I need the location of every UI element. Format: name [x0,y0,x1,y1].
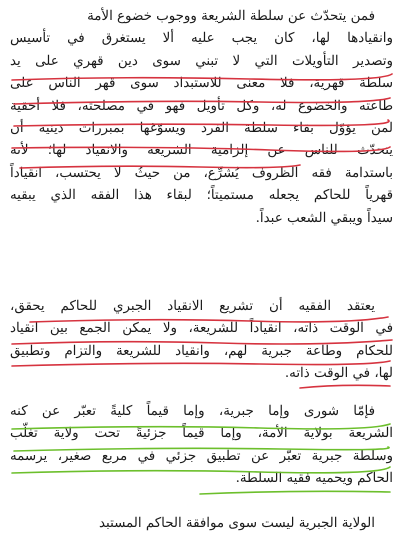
paragraph-1-line: يتحدّث للناس عن إلزامية الشريعة والانقياد لها؛ لأنه [10,143,393,159]
paragraph-1 [10,6,393,230]
paragraph-3-line: الحاكم ويحميه فقيه السلطة. [235,471,393,487]
red-underline [300,385,390,388]
paragraph-1-line: فمن يتحدّث عن سلطة الشريعة ووجوب خضوع الأمة [87,9,375,24]
paragraph-1-line: باستدامة فقه الظروف يُشرِّع، من حيثُ لا يحتسب، انقياداً [10,165,393,181]
paragraph-1-line: قهرياً للحاكم يجعله مستميتاً؛ لبقاء هذا الفقه الذي يبقيه [10,188,393,204]
paragraph-2-line: يعتقد الفقيه أن تشريع الانقياد الجبري للحاكم يحقق، [10,299,375,314]
paragraph-1-line: سلطة قهرية، فلا معنى للاستبداد سوى قهر الناس على [10,76,393,92]
paragraph-3 [10,401,393,491]
paragraph-2-line: في الوقت ذاته، انقياداً للشريعة، ولا يمكن الجمع بين انقياد [10,321,393,337]
paragraph-4 [10,513,393,535]
green-underline [200,491,390,494]
paragraph-3-line: الشريعة بولاية الأمة، وإما قيماً جزئيةً تحت ولاية تغلّب [10,426,393,442]
paragraph-3-line: وسلطة جبرية تعبّر عن تطبيق جزئي في مربع صغير، يرسمه [10,448,393,464]
paragraph-1-line: وتصدير التأويلات التي لا تبني سوى دين قهري على يد [10,53,393,69]
paragraph-1-line: سيداً ويبقي الشعب عبداً. [255,210,393,226]
paragraph-2-line: لها، في الوقت ذاته. [284,366,393,382]
paragraph-1-line: وانقيادها لها، كان يجب عليه ألا يستغرق في تأسيس [10,31,393,47]
paragraph-2-line: للحكام وطاعة جبرية لهم، وانقياد للشريعة والتزام وتطبيق [10,343,393,359]
paragraph-2 [10,296,393,386]
paragraph-4-line: الولاية الجبرية ليست سوى موافقة الحاكم المستبد [99,516,375,531]
paragraph-3-line: فإمّا شورى وإما جبرية، وإما قيماً كليةً تعبّر عن كنه [10,404,375,419]
paragraph-1-line: لمن يؤوّل بقاء سلطة الفرد ويسوّغها بمبررات دينية أن [10,121,393,137]
paragraph-1-line: طاعته والخضوع له، وكل تأويل فهو في مصلحته، فلا أحقية [10,98,393,114]
